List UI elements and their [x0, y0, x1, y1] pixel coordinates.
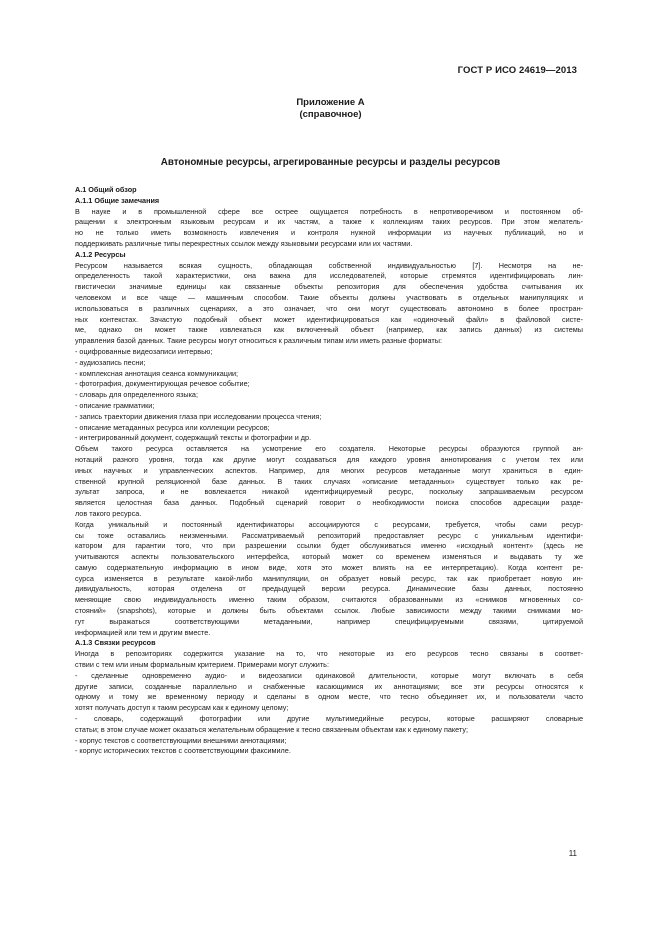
text-line: - словарь, содержащий фотографии или другие мультимедийные ресурсы, которые расширяют словарные — [75, 714, 583, 724]
standard-header: ГОСТ Р ИСО 24619—2013 — [457, 65, 577, 76]
text-line: гут выражаться соответствующими метаданными, например специфицируемыми связями, цитируемой — [75, 616, 583, 626]
section-heading-a1: А.1 Общий обзор — [75, 185, 137, 194]
paragraph-5 — [75, 649, 583, 671]
bundle-example-3 — [75, 736, 583, 758]
text-line: сурса изменяется в результате какой-либо манипуляции, он образует новый ресурс, так как приобретает новую ин- — [75, 573, 583, 583]
text-line: - корпус исторических текстов с соответствующими факсимиле. — [75, 746, 291, 756]
text-line: В науке и в промышленной сфере все острее ощущается потребность в непротиворечивом и постоянном об- — [75, 206, 583, 216]
text-line: ствии с тем или иным формальным критерием. Примерами могут служить: — [75, 660, 329, 670]
section-heading-a12: А.1.2 Ресурсы — [75, 249, 126, 259]
text-line: нотаций разного уровня, тогда как другие могут создаваться для каждого уровня аннотирования с учетом тех или — [75, 454, 583, 464]
text-line: использоваться в различных сценариях, а это означает, что они могут существовать автономно в более простран- — [75, 303, 583, 313]
section-heading-a11: А.1.1 Общие замечания — [75, 195, 160, 205]
text-line: стояний» (snapshots), которые и должны быть объектами ссылок. Любые зависимости между такими снимками мо- — [75, 606, 583, 616]
text-line: Иногда в репозиториях содержится указание на то, что некоторые из его ресурсов тесно связаны в соответ- — [75, 649, 583, 659]
text-line: ме, однако он может также извлекаться как включенный объект (например, как запись данных) из системы — [75, 325, 583, 335]
text-line: дивидуальность, которая отделена от предыдущей версии ресурса. Динамические базы данных, постоянно — [75, 584, 583, 594]
text-line: другие записи, созданные параллельно и снабженные касающимися их аннотациями; все эти ресурсы относятся к — [75, 681, 583, 691]
text-line: человеком и все чаще — машинным способом. Такие объекты должны участвовать в отдельных манипуляциях и — [75, 292, 583, 302]
text-line: меняющие свою индивидуальность именно таким образом, считаются образованными из «снимков мгновенных со- — [75, 595, 583, 605]
text-line: иных научных и управленческих аспектов. Например, для многих ресурсов метаданные могут храниться в един- — [75, 465, 583, 475]
text-line: ращении к электронным языковым ресурсам и их частям, а также к коллекциям таких ресурсов. При этом желатель- — [75, 217, 583, 227]
document-title: Автономные ресурсы, агрегированные ресурсы и разделы ресурсов — [160, 157, 501, 168]
text-line: одному и тому же временному периоду и сделаны в одном месте, что тесно объединяет их, и пользователи часто — [75, 692, 583, 702]
paragraph-4 — [75, 520, 583, 639]
section-heading-a13: А.1.3 Связки ресурсов — [75, 638, 156, 648]
text-line: - фотография, документирующая речевое событие; — [75, 379, 250, 389]
text-line: но не только иметь возможность извлечения и контроля нужной информации из научных публикаций, но и — [75, 228, 583, 238]
paragraph-3 — [75, 444, 583, 520]
paragraph-2 — [75, 261, 583, 347]
text-line: - корпус текстов с соответствующими внешними аннотациями; — [75, 735, 287, 745]
page-number: 11 — [568, 849, 577, 858]
bundle-example-2 — [75, 714, 583, 736]
text-line: хотят получать доступ к таким ресурсам как к единому целому; — [75, 703, 289, 713]
appendix-subtitle: (справочное) — [299, 109, 362, 120]
document-body — [75, 185, 583, 757]
appendix-heading — [0, 97, 661, 121]
text-line: Ресурсом называется всякая сущность, обладающая собственной индивидуальностью [7]. Несмотря на не- — [75, 260, 583, 270]
resource-types-list — [75, 347, 583, 444]
text-line: - интегрированный документ, содержащий тексты и фотографии и др. — [75, 433, 312, 443]
text-line: - описание метаданных ресурса или коллекции ресурсов; — [75, 422, 270, 432]
text-line: - сделанные одновременно аудио- и видеозаписи одинаковой длительности, которые могут включать в себя — [75, 670, 583, 680]
text-line: - аудиозапись песни; — [75, 357, 146, 367]
appendix-title: Приложение А — [296, 97, 365, 108]
text-line: ственной крупной реляционной базе данных. В таких случаях «описание метаданных» существует только как ре- — [75, 476, 583, 486]
text-line: управления базой данных. Такие ресурсы могут относиться к различным типам или иметь разные форматы: — [75, 336, 442, 346]
text-line: гвистически значимые единицы как связанные объекты репозитория для обеспечения удобства считывания их — [75, 282, 583, 292]
text-line: информацией или тем и другим вместе. — [75, 627, 211, 637]
text-line: Когда уникальный и постоянный идентификаторы ассоциируются с ресурсами, требуется, чтобы сами ресур- — [75, 519, 583, 529]
bundle-example-1 — [75, 671, 583, 714]
text-line: зультат запроса, и не вовлекается никакой идентифицируемый ресурс, поскольку запрашиваемым ресурсом — [75, 487, 583, 497]
text-line: сы тоже оставались неизменными. Рассматриваемый репозиторий предоставляет ресурс с уникальным идентифи- — [75, 530, 583, 540]
paragraph-1 — [75, 207, 583, 250]
text-line: является целостная база данных. Подобный сценарий говорит о необходимости поиска способов адресации разде- — [75, 498, 583, 508]
text-line: определенность такой характеристики, она важна для исследователей, которые стремятся идентифицировать лин- — [75, 271, 583, 281]
text-line: - комплексная аннотация сеанса коммуникации; — [75, 368, 239, 378]
text-line: катором для гарантии того, что при разрешении ссылки будет обслуживаться именно «исходный контент» (здесь не — [75, 541, 583, 551]
text-line: - запись траектории движения глаза при исследовании процесса чтения; — [75, 411, 322, 421]
text-line: - словарь для определенного языка; — [75, 390, 198, 400]
text-line: учитываются аспекты пользовательского интерфейса, который может со временем изменяться и выдавать ту же — [75, 552, 583, 562]
text-line: лов такого ресурса. — [75, 508, 142, 518]
text-line: ных контекстах. Зачастую подобный объект может идентифицироваться как «одиночный файл» в файловой систе- — [75, 314, 583, 324]
text-line: поддерживать различные типы перекрестных ссылок между языковыми ресурсами или их частями. — [75, 238, 413, 248]
text-line: - описание грамматики; — [75, 400, 155, 410]
text-line: Объем такого ресурса оставляется на усмотрение его создателя. Некоторые ресурсы образуются группой ан- — [75, 444, 583, 454]
text-line: самую содержательную информацию в ином виде, хотя это может влиять на ее интерпретацию). Когда контент ре- — [75, 562, 583, 572]
text-line: - оцифрованные видеозаписи интервью; — [75, 346, 213, 356]
text-line: статьи; в этом случае может оказаться желательным обращение к тесно связанным объектам как к единому пакету; — [75, 724, 469, 734]
